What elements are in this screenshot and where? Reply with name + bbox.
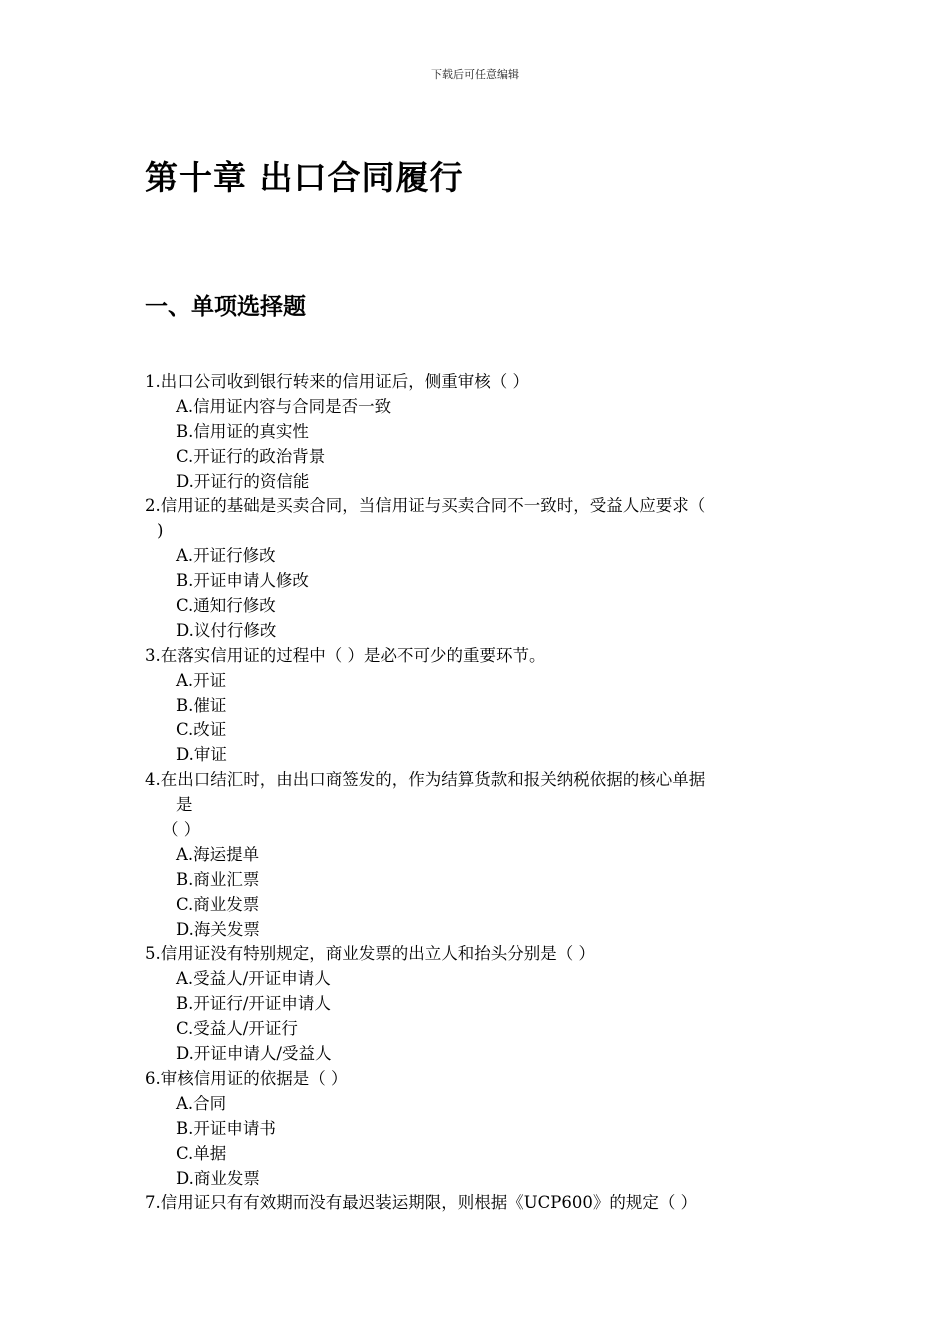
question-6-option-c: C.单据 <box>176 1143 227 1163</box>
question-2-stem: 2.信用证的基础是买卖合同，当信用证与买卖合同不一致时，受益人应要求（ <box>145 496 706 516</box>
question-4-option-b: B.商业汇票 <box>176 869 260 889</box>
question-2-stem-continuation: ) <box>157 521 164 541</box>
question-1-option-d: D.开证行的资信能 <box>176 471 310 491</box>
question-5-option-d: D.开证申请人/受益人 <box>176 1044 332 1064</box>
question-3-stem: 3.在落实信用证的过程中（ ）是必不可少的重要环节。 <box>145 645 546 665</box>
header-note: 下载后可任意编辑 <box>431 68 519 81</box>
question-6-option-a: A.合同 <box>176 1093 227 1113</box>
question-3-option-d: D.审证 <box>176 745 227 765</box>
question-4-option-d: D.海关发票 <box>176 919 260 939</box>
question-4-stem-continuation: 是 <box>176 795 193 815</box>
question-5-stem: 5.信用证没有特别规定，商业发票的出立人和抬头分别是（ ） <box>145 944 595 964</box>
question-5-option-b: B.开证行/开证申请人 <box>176 994 331 1014</box>
question-1-stem: 1.出口公司收到银行转来的信用证后，侧重审核（ ） <box>145 372 529 391</box>
chapter-title: 第十章 出口合同履行 <box>145 158 464 197</box>
question-6-option-b: B.开证申请书 <box>176 1118 276 1138</box>
section-title: 一、单项选择题 <box>145 294 306 320</box>
question-list <box>145 370 815 1216</box>
question-1-option-b: B.信用证的真实性 <box>176 421 309 441</box>
question-2-option-c: C.通知行修改 <box>176 596 276 616</box>
question-1-option-a: A.信用证内容与合同是否一致 <box>176 396 392 416</box>
question-6-stem: 6.审核信用证的依据是（ ） <box>145 1068 348 1088</box>
question-2-option-d: D.议付行修改 <box>176 620 277 640</box>
question-1-option-c: C.开证行的政治背景 <box>176 446 326 466</box>
question-3-option-b: B.催证 <box>176 695 227 715</box>
question-5-option-a: A.受益人/开证申请人 <box>176 969 331 989</box>
question-6-option-d: D.商业发票 <box>176 1168 260 1188</box>
question-3-option-c: C.改证 <box>176 720 227 740</box>
question-3-option-a: A.开证 <box>176 670 227 690</box>
question-4-answer-blank: （ ） <box>162 820 201 840</box>
question-2-option-b: B.开证申请人修改 <box>176 571 309 591</box>
question-4-option-a: A.海运提单 <box>176 844 260 864</box>
question-4-option-c: C.商业发票 <box>176 894 260 914</box>
question-7-stem: 7.信用证只有有效期而没有最迟装运期限，则根据《UCP600》的规定（ ） <box>145 1193 698 1213</box>
question-4-stem: 4.在出口结汇时，由出口商签发的，作为结算货款和报关纳税依据的核心单据 <box>145 770 706 790</box>
question-2-option-a: A.开证行修改 <box>176 546 276 566</box>
question-5-option-c: C.受益人/开证行 <box>176 1019 298 1039</box>
